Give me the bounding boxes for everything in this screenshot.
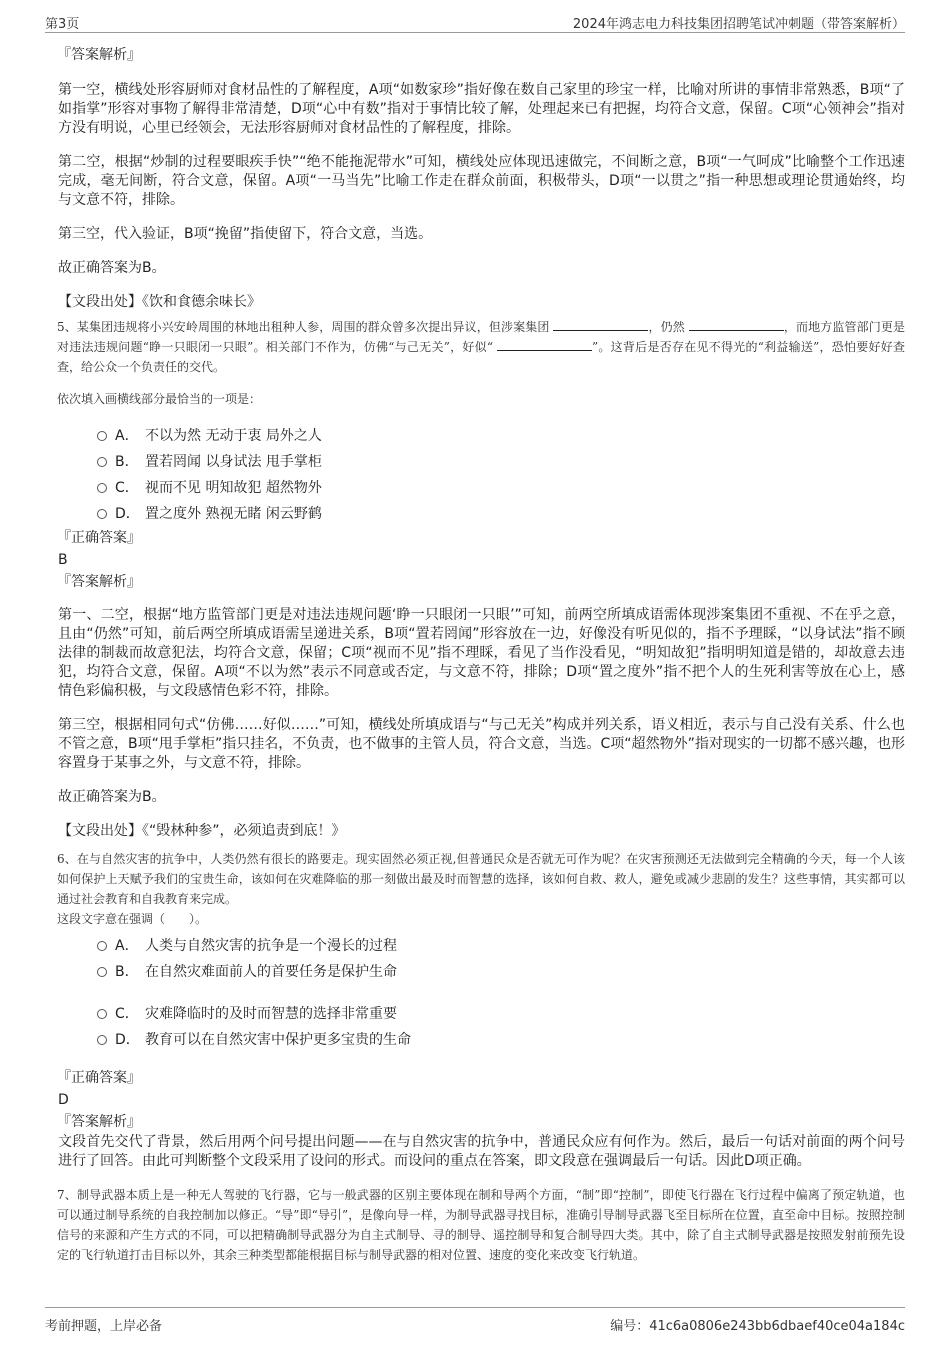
q7-stem: 7、制导武器本质上是一种无人驾驶的飞行器，它与一般武器的区别主要体现在制和导两个方面，“制”即“控制”，即使飞行器在飞行过程中偏离了预定轨道，也可以通过制导系统的自我控制加以修正。“导”即“导引”，是像向导一样，为制导武器寻找目标，准确引导制导武器飞至目标所在位置，直至命中目标。按照控制信号的来源和产生方式的不同，可以把精确制导武器分为自主式制导、寻的制导、遥控制导和复合制导四大类。其中，除了自主式制导武器是按照发射前预先设定的飞行轨道打击目标以外，其余三种类型都能根据目标与制导武器的相对位置、速度的变化来改变飞行轨道。 [57, 1188, 905, 1262]
document-title: 2024年鸿志电力科技集团招聘笔试冲刺题（带答案解析） [572, 17, 905, 32]
radio-icon[interactable] [97, 967, 107, 977]
radio-icon[interactable] [97, 431, 107, 441]
q5-stem-part1: 5、某集团违规将小兴安岭周围的林地出租种人参，周围的群众曾多次提出异议，但涉案集团 [57, 320, 550, 334]
q6-option-b[interactable]: B． 在自然灾难面前人的首要任务是保护生命 [95, 959, 905, 1001]
q6-answer-label: 『正确答案』 [57, 1070, 141, 1086]
q5-answer: B [58, 552, 68, 568]
q6-option-a[interactable]: A． 人类与自然灾害的抗争是一个漫长的过程 [95, 933, 905, 959]
radio-icon[interactable] [97, 509, 107, 519]
q5-answer-label: 『正确答案』 [57, 530, 141, 546]
q6-option-d[interactable]: D． 教育可以在自然灾害中保护更多宝贵的生命 [95, 1027, 905, 1053]
q6-options [55, 933, 905, 1053]
q4-explain-label: 『答案解析』 [57, 47, 141, 63]
radio-icon[interactable] [97, 1009, 107, 1019]
q4-explain-para2: 第二空，根据“炒制的过程要眼疾手快”“绝不能拖泥带水”可知，横线处应体现迅速做完，不间断之意，B项“一气呵成”比喻整个工作迅速完成，毫无间断，符合文意，保留。A项“一马当先”比喻工作走在群众前面，积极带头，D项“一以贯之”指一种思想或理论贯通始终，均与文意不符，排除。 [58, 154, 905, 208]
radio-icon[interactable] [97, 483, 107, 493]
q6-option-c[interactable]: C． 灾难降临时的及时而智慧的选择非常重要 [95, 1001, 905, 1027]
q5-source: 【文段出处】《“毁林种参”，必须追责到底！》 [58, 823, 346, 839]
q5-stem-part3: ，而地方监管部门更是对违法违规问题“睁一只眼闭一只眼”。相关部门不作为，仿佛“与己无关”，好似“ [57, 320, 905, 354]
document-body [55, 40, 905, 1265]
q5-blank-2 [689, 318, 784, 331]
q5-option-d[interactable]: D． 置之度外 熟视无睹 闲云野鹤 [95, 501, 905, 527]
q6-prompt: 这段文字意在强调（ ）。 [57, 912, 208, 926]
q6-explain: 文段首先交代了背景，然后用两个问号提出问题——在与自然灾害的抗争中，普通民众应有何作为。然后，最后一句话对前面的两个问号进行了回答。由此可判断整个文段采用了设问的形式。而设问的重点在答案，即文段意在强调最后一句话。因此D项正确。 [58, 1134, 905, 1169]
page-header [45, 10, 905, 33]
q5-option-a[interactable]: A． 不以为然 无动于衷 局外之人 [95, 423, 905, 449]
q5-options [55, 423, 905, 527]
q5-option-b[interactable]: B． 置若罔闻 以身试法 甩手掌柜 [95, 449, 905, 475]
q5-blank-3 [497, 338, 592, 351]
q4-explain-para3: 第三空，代入验证，B项“挽留”指使留下，符合文意，当选。 [58, 226, 433, 242]
q4-conclusion: 故正确答案为B。 [58, 260, 166, 276]
radio-icon[interactable] [97, 1035, 107, 1045]
q5-explain-para2: 第三空，根据相同句式“仿佛……好似……”可知，横线处所填成语与“与己无关”构成并列关系，语义相近，表示与自己没有关系、什么也不管之意，B项“甩手掌柜”指只挂名，不负责，也不做事的主管人员，符合文意，当选。C项“超然物外”指对现实的一切都不感兴趣，也形容置身于某事之外，与文意不符，排除。 [58, 717, 905, 771]
q4-source: 【文段出处】《饮和食德余味长》 [58, 294, 261, 310]
q5-explain-label: 『答案解析』 [57, 574, 141, 590]
q4-explain-para1: 第一空，横线处形容厨师对食材品性的了解程度，A项“如数家珍”指好像在数自己家里的珍宝一样，比喻对所讲的事情非常熟悉，B项“了如指掌”形容对事物了解得非常清楚，D项“心中有数”指对于事情比较了解，处理起来已有把握，均符合文意，保留。C项“心领神会”指对方没有明说，心里已经领会，无法形容厨师对食材品性的了解程度，排除。 [58, 82, 905, 136]
q5-stem-part2: ，仍然 [648, 320, 685, 334]
q5-explain-para1: 第一、二空，根据“地方监管部门更是对违法违规问题‘睁一只眼闭一只眼’”可知，前两空所填成语需体现涉案集团不重视、不在乎之意，且由“仍然”可知，前后两空所填成语需呈递进关系，B项“置若罔闻”形容放在一边，好像没有听见似的，指不予理睬，“以身试法”指不顾法律的制裁而故意犯法，均符合文意，保留；C项“视而不见”指不理睬，看见了当作没看见，“明知故犯”指明明知道是错的，却故意去违犯，均符合文意，保留。A项“不以为然”表示不同意或否定，与文意不符，排除；D项“置之度外”指不把个人的生死利害等放在心上，感情色彩偏积极，与文段感情色彩不符，排除。 [58, 607, 905, 699]
radio-icon[interactable] [97, 457, 107, 467]
q5-stem-part4: ”。这背后是否存在见不得光的“利益输送”，恐怕要好好查查，给公众一个负责任的交代。 [57, 340, 905, 374]
page-footer [45, 1307, 905, 1336]
q5-stem [57, 317, 905, 377]
q6-stem: 6、在与自然灾害的抗争中，人类仍然有很长的路要走。现实固然必须正视,但普通民众是否就无可作为呢？在灾害预测还无法做到完全精确的今天，每一个人该如何保护上天赋予我们的宝贵生命，该如何在灾难降临的那一刻做出最及时而智慧的选择，该如何自救、救人，避免或减少悲剧的发生？这些事情，其实都可以通过社会教育和自我教育来完成。 [57, 852, 905, 906]
q6-explain-label: 『答案解析』 [57, 1114, 141, 1130]
q5-prompt: 依次填入画横线部分最恰当的一项是： [57, 392, 262, 406]
q5-option-c[interactable]: C． 视而不见 明知故犯 超然物外 [95, 475, 905, 501]
q5-conclusion: 故正确答案为B。 [58, 789, 166, 805]
page-number: 第3页 [45, 17, 80, 32]
document-id: 编号：41c6a0806e243bb6dbaef40ce04a184c [610, 1319, 905, 1334]
q6-answer: D [58, 1092, 69, 1108]
q5-blank-1 [553, 318, 648, 331]
footer-slogan: 考前押题，上岸必备 [45, 1319, 163, 1334]
radio-icon[interactable] [97, 941, 107, 951]
